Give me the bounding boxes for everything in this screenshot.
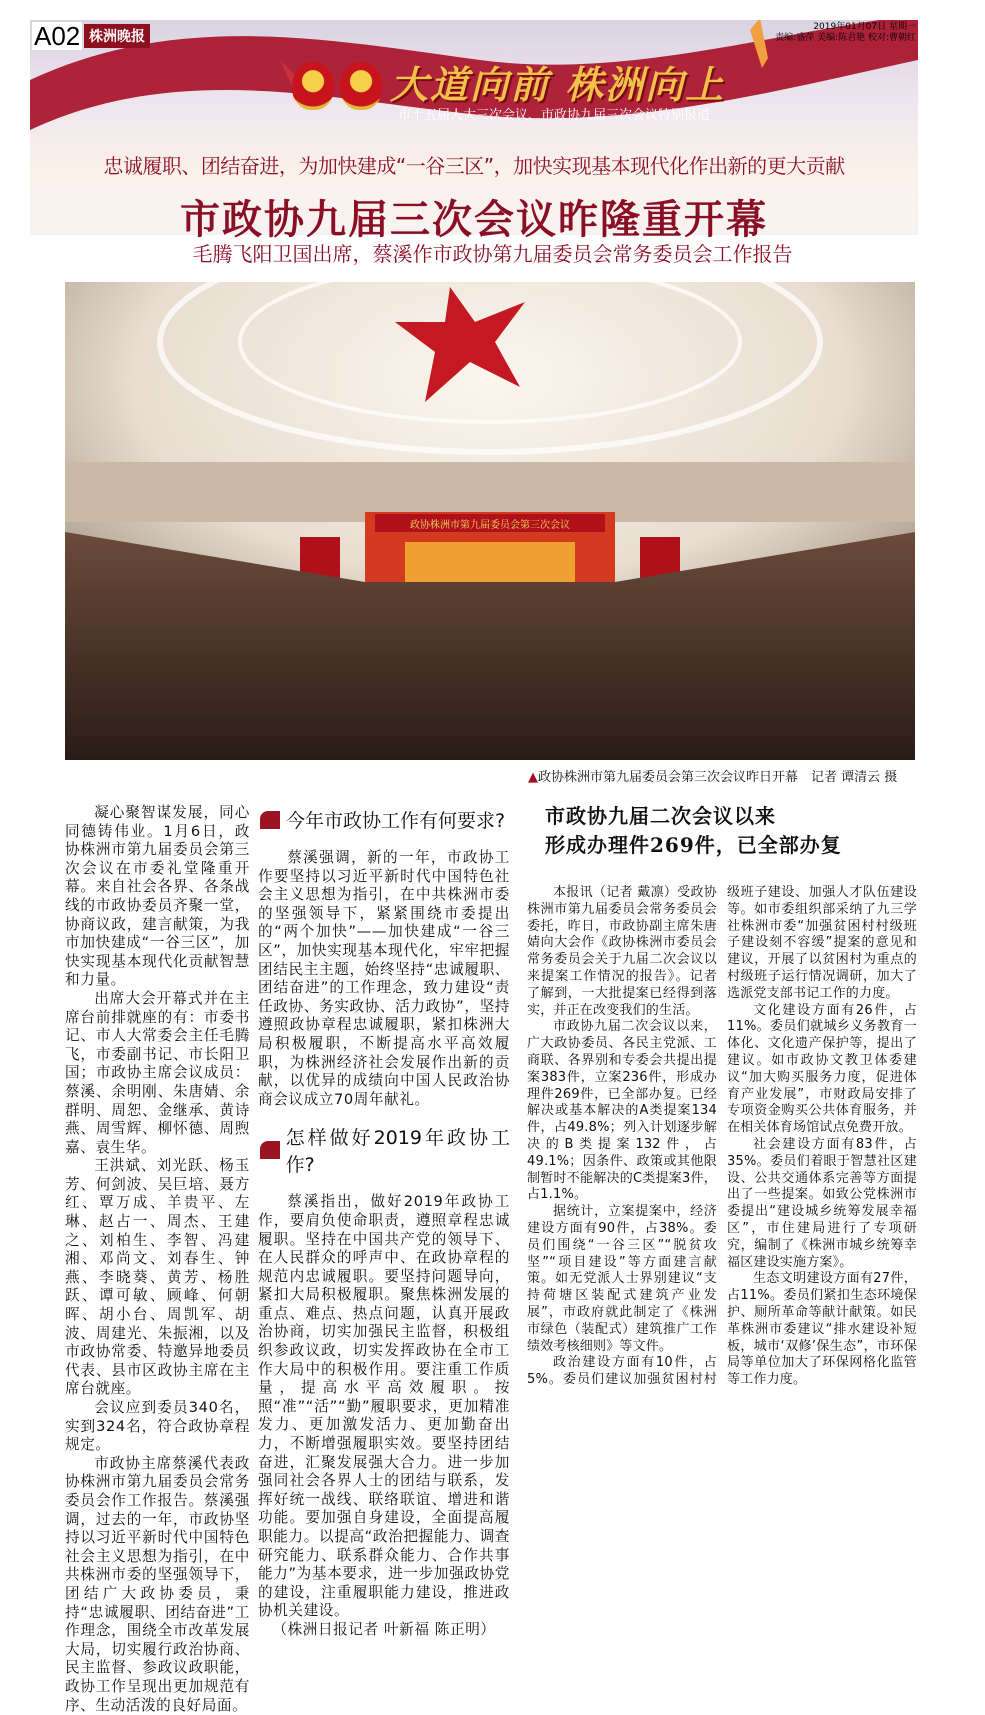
paragraph: 政治建设方面有10件，占5%。委员们建议加强贫困村村级班子建设、加强人才队伍建设等。如市委组织部采纳了九三学社株洲市委“加强贫困村村级班子建设刻不容缓”提案的意见和建议，开展了以贫困村为重点的村级班子运行情况调研，加大了选派党支部书记工作的力度。 [527, 885, 917, 1388]
paragraph: 蔡溪指出，做好2019年政协工作，要肩负使命职责，遵照章程忠诚履职。坚持在中国共产党的领导下、在人民群众的呼声中、在政协章程的规范内忠诚履职。要坚持问题导向，紧扣大局积极履职。聚焦株洲发展的重点、难点、热点问题，认真开展政治协商，切实加强民主监督，积极组织参政议政，切实发挥政协在全市工作大局中的积极作用。要注重工作质量，提高水平高效履职。按照“准”“活”“勤”履职要求，更加精准发力、更加激发活力、更加勤奋出力，不断增强履职实效。要坚持团结奋进，汇聚发展强大合力。进一步加强同社会各界人士的团结与联系，发挥好统一战线、联络联谊、增进和谐功能。要加强自身建设，全面提高履职能力。以提高“政治把握能力、调查研究能力、联系群众能力、合作共事能力”为基本要求，进一步加强政协党的建设，注重履职能力建设，推进政协机关建设。 [258, 1193, 510, 1620]
emblems [292, 62, 382, 110]
slogan: 大道向前 株洲向上 [390, 62, 726, 107]
article1-column1 [65, 804, 250, 1715]
section-marker-icon [260, 811, 280, 829]
masthead-banner [30, 20, 918, 243]
date: 2019年01月07日 星期一 [813, 22, 916, 32]
paragraph: 文化建设方面有26件，占11%。委员们就城乡义务教育一体化、文化遗产保护等，提出了建议。如市政协文教卫体委建议“加大购买服务力度，促进体育产业发展”，市财政局安排了专项资金购买公共体育服务，并在相关体育场馆试点免费开放。 [727, 1002, 917, 1136]
byline: （株洲日报记者 叶新福 陈正明） [272, 1620, 496, 1638]
photo-caption [528, 766, 897, 785]
paragraph: 生态文明建设方面有27件，占11%。委员们紧扣生态环境保护、厕所革命等献计献策。如民革株洲市委建议“排水建设补短板，城市‘双修’保生态”，市环保局等单位加大了环保网格化监管等工作力度。 [727, 1271, 917, 1388]
section-title: 今年市政协工作有何要求? [286, 810, 506, 832]
headline: 市政协九届三次会议昨隆重开幕 [180, 197, 768, 243]
section-marker-icon [260, 1141, 280, 1159]
paragraph: 王洪斌、刘光跃、杨玉芳、何剑波、吴巨培、聂方红、覃万成、羊贵平、左琳、赵占一、周杰、王建之、刘柏生、李智、冯建湘、邓尚文、刘春生、钟燕、李晓葵、黄芳、杨胜跃、谭可敏、顾峰、何朝晖、胡小台、周凯军、胡波、周建光、朱振湘，以及市政协常委、特邀异地委员代表、县市区政协主席在主席台就座。 [65, 1157, 250, 1398]
editors: 责编:盛萍 美编:陈君艳 校对:曹朝红 [775, 33, 916, 43]
title-line: 形成办理件269件，已全部办复 [545, 833, 842, 857]
paragraph: 据统计，立案提案中，经济建设方面有90件，占38%。委员们围绕“一谷三区”“脱贫攻坚”“项目建设”等方面建言献策。如无党派人士界别建议“支持荷塘区装配式建筑产业发展”，市政府就此制定了《株洲市绿色（装配式）建筑推广工作绩效考核细则》等文件。 [527, 1204, 717, 1354]
conference-hall-photo [65, 282, 915, 760]
national-emblem-icon [292, 62, 334, 110]
kicker: 忠诚履职、团结奋进，为加快建成“一谷三区”，加快实现基本现代化作出新的更大贡献 [103, 154, 845, 178]
section-heading [260, 1123, 510, 1177]
paragraph: 蔡溪强调，新的一年，市政协工作要坚持以习近平新时代中国特色社会主义思想为指引，在中共株洲市委的坚强领导下，紧紧围绕市委提出的“两个加快”——加快建成“一谷三区”，加快实现基本现代化，牢牢把握团结民主主题，始终坚持“忠诚履职、团结奋进”的工作理念，致力建设“责任政协、务实政协、活力政协”，坚持遵照政协章程忠诚履职，紧扣株洲大局积极履职，不断提高水平高效履职，为株洲经济社会发展作出新的贡献，以优异的成绩向中国人民政治协商会议成立70周年献礼。 [258, 849, 510, 1108]
paragraph: 市政协主席蔡溪代表政协株洲市第九届委员会常务委员会作工作报告。蔡溪强调，过去的一年，市政协坚持以习近平新时代中国特色社会主义思想为指引，在中共株洲市委的坚强领导下，团结广大政协委员，秉持“忠诚履职、团结奋进”工作理念，围绕全市改革发展大局，切实履行政治协商、民主监督、参政议政职能，政协工作呈现出更加规范有序、生动活泼的良好局面。 [65, 1454, 250, 1714]
cppcc-emblem-icon [340, 62, 382, 110]
section-title: 怎样做好2019年政协工作? [285, 1127, 510, 1177]
page-number: A02 [34, 21, 81, 51]
special-report-label: 市十五届人大三次会议、市政协九届三次会议特别报道 [398, 108, 711, 123]
subhead: 毛腾飞阳卫国出席，蔡溪作市政协第九届委员会常务委员会工作报告 [192, 242, 793, 266]
article2-body [527, 885, 917, 1389]
paragraph: 凝心聚智谋发展，同心同德铸伟业。1月6日，政协株洲市第九届委员会第三次会议在市委礼堂隆重开幕。来自社会各界、各条战线的市政协委员齐聚一堂，协商议政，建言献策，为我市加快建成“一谷三区”，加快实现基本现代化贡献智慧和力量。 [65, 804, 250, 989]
triangle-icon: ▲ [528, 770, 538, 785]
article1-column2 [258, 806, 510, 1640]
title-line: 市政协九届二次会议以来 [545, 804, 776, 828]
paragraph: 出席大会开幕式并在主席台前排就座的有：市委书记、市人大常委会主任毛腾飞，市委副书记、市长阳卫国；市政协主席会议成员：蔡溪、余明刚、朱唐婧、余群明、周恕、金继承、黄诗燕、周雪辉、柳怀德、周煦嘉、袁生华。 [65, 989, 250, 1156]
paragraph: 社会建设方面有83件，占35%。委员们着眼于智慧社区建设、公共交通体系完善等方面提出了一些提案。如致公党株洲市委提出“建设城乡统筹发展幸福区”，市住建局进行了专项研究，编制了《株洲市城乡统筹幸福区建设实施方案》。 [727, 1136, 917, 1270]
paragraph: 会议应到委员340名，实到324名，符合政协章程规定。 [65, 1399, 250, 1454]
section-heading [260, 806, 510, 833]
paragraph: 市政协九届二次会议以来，广大政协委员、各民主党派、工商联、各界别和专委会共提出提案383件，立案236件，形成办理件269件，已全部办复。已经解决或基本解决的A类提案134件，占49.8%；列入计划逐步解决的B类提案132件，占49.1%；因条件、政策或其他限制暂时不能解决的C类提案3件，占1.1%。 [527, 1019, 717, 1203]
dateline [775, 22, 916, 44]
hall-banner-text: 政协株洲市第九届委员会第三次会议 [410, 520, 570, 531]
article2-title [545, 802, 842, 860]
paper-logo: 株洲晚报 [84, 24, 150, 48]
paragraph: 本报讯（记者 戴凛）受政协株洲市第九届委员会常务委员会委托，昨日，市政协副主席朱唐婧向大会作《政协株洲市委员会常务委员会关于九届二次会议以来提案工作情况的报告》。记者了解到，一大批提案已经得到落实，并正在改变我们的生活。 [527, 885, 717, 1018]
caption-text: 政协株洲市第九届委员会第三次会议昨日开幕 记者 谭清云 摄 [538, 770, 898, 785]
